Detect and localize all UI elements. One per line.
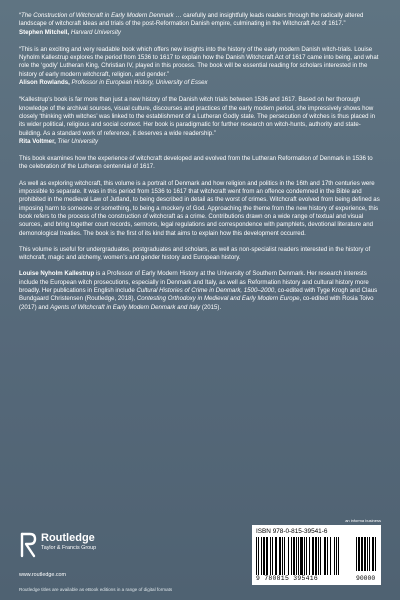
- reviewer-name: Stephen Mitchell: [19, 28, 68, 36]
- description-paragraph-1: This book examines how the experience of witchcraft developed and evolved from the Lutheran Reformation of Denmark in 1536 to the celebration of the Lutheran centennial of 1617.: [19, 155, 373, 171]
- barcode-bar: [369, 537, 370, 571]
- description-paragraph-3: This volume is useful for undergraduates, postgraduates and scholars, as well as non-specialist readers interested in the history of witchcraft, magic and alchemy, women’s and gender history and European history.: [19, 245, 371, 262]
- barcode-bar: [315, 537, 317, 575]
- reviewer-name: Alison Rowlands: [19, 79, 69, 87]
- barcode-bar: [272, 537, 273, 575]
- back-cover-text: [19, 12, 381, 320]
- isbn-label: ISBN 978-0-815-39541-6: [256, 528, 328, 535]
- reviewer-role: Harvard University: [70, 28, 121, 36]
- barcode-bar: [336, 537, 337, 575]
- barcode-bar: [261, 537, 262, 575]
- barcode-bar: [358, 537, 360, 571]
- barcode-bar: [367, 537, 368, 571]
- book-title: Contesting Orthodoxy in Medieval and Early Modern Europe: [136, 295, 300, 303]
- barcode-digits: 9 780815 395416: [256, 575, 319, 582]
- review-attribution: Alison Rowlands, Professor in European History, University of Essex: [19, 79, 208, 87]
- barcode-bar: [270, 537, 271, 575]
- informa-tag: an informa business: [345, 518, 381, 523]
- isbn-barcode: [256, 537, 354, 575]
- barcode-bar: [266, 537, 268, 575]
- description-paragraph-2: As well as exploring witchcraft, this volume is a portrait of Denmark and how religion and politics in the 16th and 17th centuries were impossible to separate. It was in this period from 1536 to 1617 that witchcraft went from an offence condemned in the Bible and prohibited in the medieval Law of Jutland, to being described in detail as the worst of crimes. Witchcraft evolved from being defined as imposing harm to someone or something, to being a mockery of God. Approaching the theme from the new history of experience, this book refers to the process of the construction of witchcraft as a crime. Contributions drawn on a wide range of textual and visual sources, and bring together court records, sermons, legal regulations and correspondence with pamphlets, devotional literature and demonological treaties. The book is the first of its kind that aims to explain how this development occurred.: [19, 179, 380, 237]
- review-1: [19, 12, 381, 37]
- barcode-bar: [330, 537, 331, 575]
- review-3: [19, 96, 381, 146]
- barcode-bar: [263, 537, 265, 575]
- ebook-note: Routledge titles are available as eBook editions in a range of digital formats: [19, 587, 173, 592]
- review-quote: “Kallestrup’s book is far more than just a new history of the Danish witch trials between 1536 and 1617. Based on her thorough knowledge of the archival sources, visual culture, discourses and practices of the early modern period, she impressively shows how closely ‘thinking with witches’ was linked to the establishment of a Lutheran Godly state. The persecution of witches is thus placed in its wider political, religious and social context. Her book is paradigmatic for further research on witch-hunts, authority and state-building. As a standard work of reference, it deserves a wide readership.”: [19, 96, 375, 137]
- barcode-bar: [296, 537, 297, 575]
- barcode-bar: [298, 537, 299, 575]
- barcode-bar: [275, 537, 277, 575]
- barcode-bar: [309, 537, 310, 575]
- publisher-logo: [19, 532, 129, 562]
- book-title: Agents of Witchcraft in Early Modern Denmark and Italy: [50, 303, 201, 311]
- price-addon-barcode: [356, 537, 377, 575]
- barcode-bar: [282, 537, 283, 575]
- addon-digits: 90000: [356, 575, 376, 582]
- routledge-r-icon: [19, 532, 37, 558]
- barcode-bar: [291, 537, 292, 575]
- barcode-bar: [364, 537, 366, 571]
- barcode-bar: [327, 537, 328, 575]
- barcode-bar: [258, 537, 259, 575]
- review-attribution: Stephen Mitchell, Harvard University: [19, 28, 121, 36]
- review-quote: “This is an exciting and very readable book which offers new insights into the history of the early modern Danish witch-trials. Louise Nyholm Kallestrup explores the period from 1536 to 1617 to explain how the Danish Witchcraft Act of 1617 came into being, and what role the ‘godly’ Lutheran King, Christian IV, played in this process. The book will be essential reading for scholars interested in the history of early modern witchcraft, religion, and gender.”: [19, 45, 379, 78]
- barcode-bar: [284, 537, 285, 575]
- reviewer-name: Rita Voltmer: [19, 137, 55, 145]
- barcode-bar: [375, 537, 376, 571]
- review-2: [19, 46, 381, 87]
- reviewer-role: Professor in European History, University of Essex: [71, 79, 208, 87]
- barcode-bar: [356, 537, 357, 571]
- quoted-book-title: The Construction of Witchcraft in Early Modern Denmark: [21, 12, 174, 19]
- barcode-bar: [361, 537, 363, 571]
- publisher-subtitle: Taylor & Francis Group: [41, 545, 97, 551]
- barcode-bar: [304, 537, 305, 575]
- book-title: Cultural Histories of Crime in Denmark, 1500–2000: [136, 287, 275, 295]
- barcode-panel: [252, 525, 381, 585]
- barcode-bar: [288, 537, 289, 575]
- author-bio: Louise Nyholm Kallestrup is a Professor of Early Modern History at the University of Southern Denmark. Her research interests include the European witch prosecutions, especially in Denmark and Italy, as well as Reformation history and cultural history more broadly. Her publications in English include Cultural Histories of Crime in Denmark, 1500–2000, co-edited with Tyge Krogh and Claus Bundgaard Christensen (Routledge, 2018), Contesting Orthodoxy in Medieval and Early Modern Europe, co-edited with Rosia Toivo (2017) and Agents of Witchcraft in Early Modern Denmark and Italy (2015).: [19, 270, 378, 311]
- barcode-bar: [372, 537, 374, 571]
- publisher-name: Routledge: [41, 532, 95, 544]
- barcode-bar: [318, 537, 319, 575]
- review-quote: “The Construction of Witchcraft in Early Modern Denmark … carefully and insightfully leads readers through the radically altered landscape of witchcraft ideas and trials of the post-Reformation Danish empire, culminating in the Witchcraft Act of 1617.”: [19, 12, 364, 28]
- cover-footer: [0, 520, 400, 600]
- barcode-bar: [293, 537, 295, 575]
- publisher-website: www.routledge.com: [19, 572, 67, 578]
- barcode-bar: [256, 537, 257, 575]
- barcode-bar: [320, 537, 321, 575]
- reviewer-role: Trier University: [57, 137, 99, 145]
- barcode-bar: [306, 537, 307, 575]
- review-attribution: Rita Voltmer, Trier University: [19, 137, 99, 145]
- barcode-bar: [279, 537, 281, 575]
- barcode-bar: [338, 537, 339, 575]
- barcode-bar: [334, 537, 335, 575]
- author-name: Louise Nyholm Kallestrup: [19, 270, 95, 278]
- barcode-bar: [312, 537, 314, 575]
- barcode-bar: [324, 537, 326, 575]
- barcode-bar: [300, 537, 303, 575]
